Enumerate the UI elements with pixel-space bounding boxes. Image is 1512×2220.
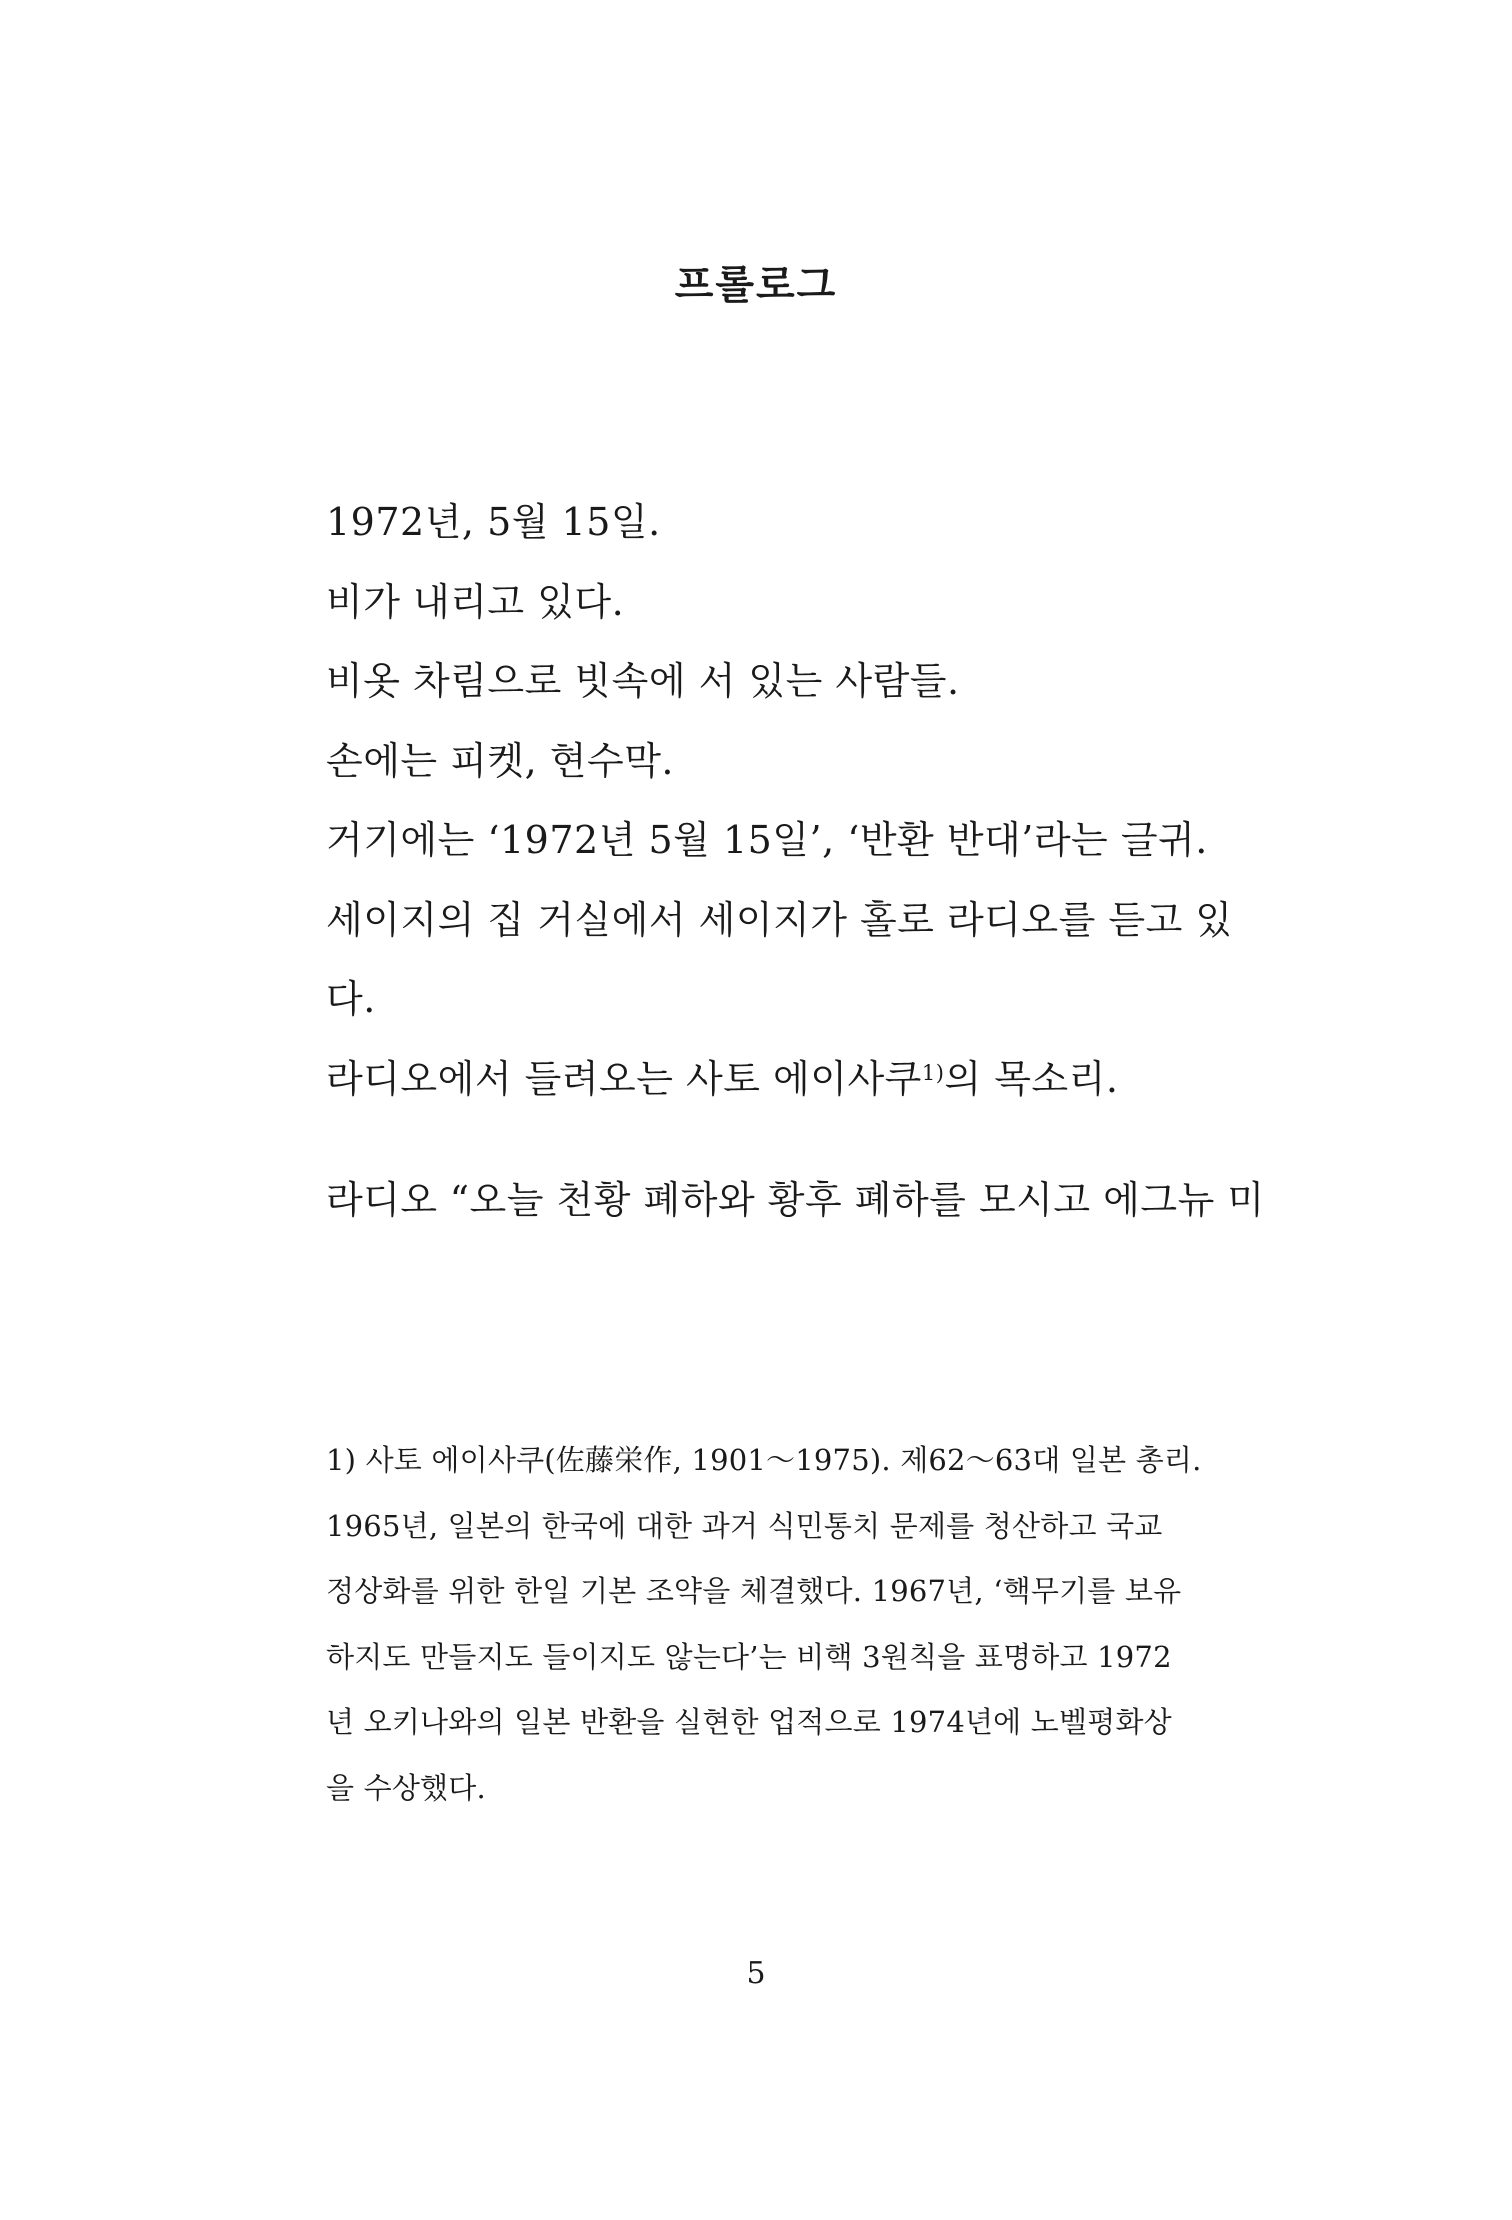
body-line: 비옷 차림으로 빗속에 서 있는 사람들. [326,659,960,703]
chapter-title: 프롤로그 [674,262,838,308]
speaker-name: 라디오 [326,1178,438,1222]
footnote-line: 을 수상했다. [326,1770,486,1805]
footnote-reference: 1) [921,1060,945,1085]
body-line: 비가 내리고 있다. [326,579,625,624]
body-line: 손에는 피켓, 현수막. [326,738,674,783]
body-line: 거기에는 ‘1972년 5월 15일’, ‘반환 반대’라는 글귀. [326,818,1208,862]
footnote-line: 하지도 만들지도 들이지도 않는다’는 비핵 3원칙을 표명하고 1972 [326,1639,1172,1674]
dialogue-line [326,1161,1265,1240]
footnote-line: 정상화를 위한 한일 기본 조약을 체결했다. 1967년, ‘핵무기를 보유 [326,1574,1182,1608]
footnote-line: 1965년, 일본의 한국에 대한 과거 식민통치 문제를 청산하고 국교 [326,1508,1163,1543]
footnote-line: 년 오키나와의 일본 반환을 실현한 업적으로 1974년에 노벨평화상 [326,1705,1172,1739]
dialogue-text: “오늘 천황 폐하와 황후 폐하를 모시고 에그뉴 미 [449,1178,1265,1222]
body-line: 세이지의 집 거실에서 세이지가 홀로 라디오를 듣고 있 [326,897,1233,942]
body-line: 1972년, 5월 15일. [326,500,661,544]
body-line: 다. [326,977,376,1021]
footnote-line: 1) 사토 에이사쿠(佐藤栄作, 1901～1975). 제62～63대 일본 총리. [326,1443,1202,1477]
footnote [326,1428,1246,1821]
page-number: 5 [746,1956,766,1991]
body-line-with-footnote-ref [326,1040,1246,1120]
body-line-text: 의 목소리. [944,1056,1119,1101]
body-text [326,483,1246,1119]
body-line-text: 라디오에서 들려오는 사토 에이사쿠 [326,1056,922,1101]
